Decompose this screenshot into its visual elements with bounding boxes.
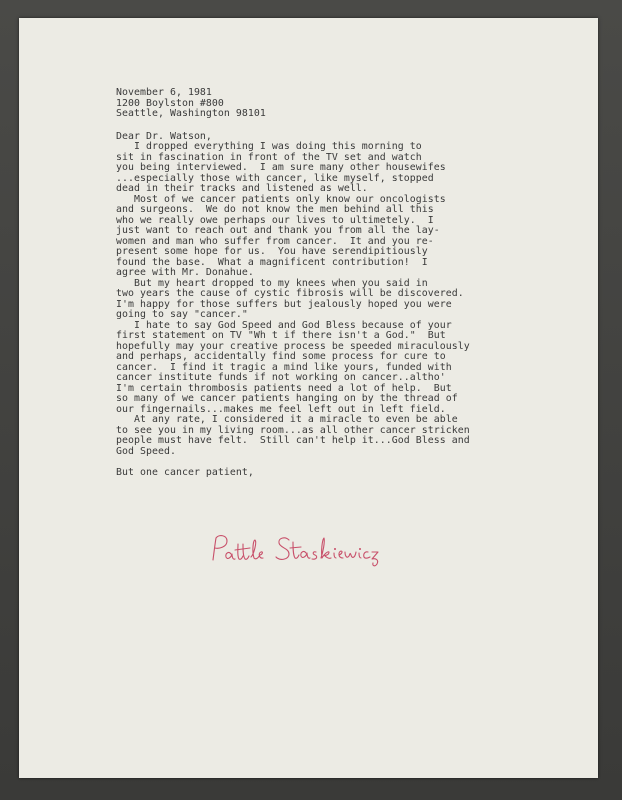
text-line: two years the cause of cystic fibrosis will be discovered. xyxy=(116,288,464,299)
paragraph-4 xyxy=(116,321,556,416)
text-line: At any rate, I considered it a miracle to even be able xyxy=(116,414,458,425)
text-line: our fingernails...makes me feel left out in left field. xyxy=(116,403,446,415)
text-line: present some hope for us. You have serendipitiously xyxy=(116,246,428,257)
text-line: cancer institute funds if not working on cancer..altho' xyxy=(116,372,446,383)
typed-letter xyxy=(116,88,556,478)
address-line-2: Seattle, Washington 98101 xyxy=(116,108,266,119)
letter-date: November 6, 1981 xyxy=(116,87,212,98)
text-line: so many of we cancer patients hanging on by the thread of xyxy=(116,393,458,404)
address-line-1: 1200 Boylston #800 xyxy=(116,97,224,109)
text-line: cancer. I find it tragic a mind like yours, funded with xyxy=(116,361,452,373)
text-line: hopefully may your creative process be speeded miraculously xyxy=(116,340,470,352)
spacer xyxy=(116,457,556,468)
text-line: people must have felt. Still can't help it...God Bless and xyxy=(116,435,470,446)
text-line: God Speed. xyxy=(116,445,176,457)
salutation: Dear Dr. Watson, xyxy=(116,130,212,142)
text-line: to see you in my living room...as all other cancer stricken xyxy=(116,424,470,436)
text-line: who we really owe perhaps our lives to ultimetely. I xyxy=(116,214,434,226)
closing: But one cancer patient, xyxy=(116,466,254,478)
text-line: dead in their tracks and listened as well. xyxy=(116,183,368,194)
text-line: sit in fascination in front of the TV set and watch xyxy=(116,151,422,163)
text-line: found the base. What a magnificent contribution! I xyxy=(116,256,428,268)
text-line: going to say "cancer." xyxy=(116,309,248,320)
text-line: I hate to say God Speed and God Bless because of your xyxy=(116,319,452,331)
text-line: I'm certain thrombosis patients need a lot of help. But xyxy=(116,382,452,394)
text-line: Most of we cancer patients only know our oncologists xyxy=(116,193,446,205)
paragraph-2 xyxy=(116,195,556,279)
paragraph-3 xyxy=(116,279,556,321)
text-line: I'm happy for those suffers but jealously hoped you were xyxy=(116,298,452,310)
spacer xyxy=(116,120,556,132)
paragraph-5 xyxy=(116,415,556,457)
text-line: just want to reach out and thank you from all the lay- xyxy=(116,225,440,236)
text-line: you being interviewed. I am sure many other housewifes xyxy=(116,162,446,173)
text-line: women and man who suffer from cancer. It and you re- xyxy=(116,235,434,247)
text-line: and surgeons. We do not know the men behind all this xyxy=(116,204,434,215)
text-line: first statement on TV "Wh t if there isn't a God." But xyxy=(116,330,446,341)
text-line: But my heart dropped to my knees when you said in xyxy=(116,277,428,289)
handwritten-signature xyxy=(205,530,405,568)
text-line: ...especially those with cancer, like myself, stopped xyxy=(116,172,434,184)
paragraph-1 xyxy=(116,142,556,195)
text-line: I dropped everything I was doing this morning to xyxy=(116,141,422,152)
text-line: and perhaps, accidentally find some process for cure to xyxy=(116,351,446,362)
text-line: agree with Mr. Donahue. xyxy=(116,267,254,278)
